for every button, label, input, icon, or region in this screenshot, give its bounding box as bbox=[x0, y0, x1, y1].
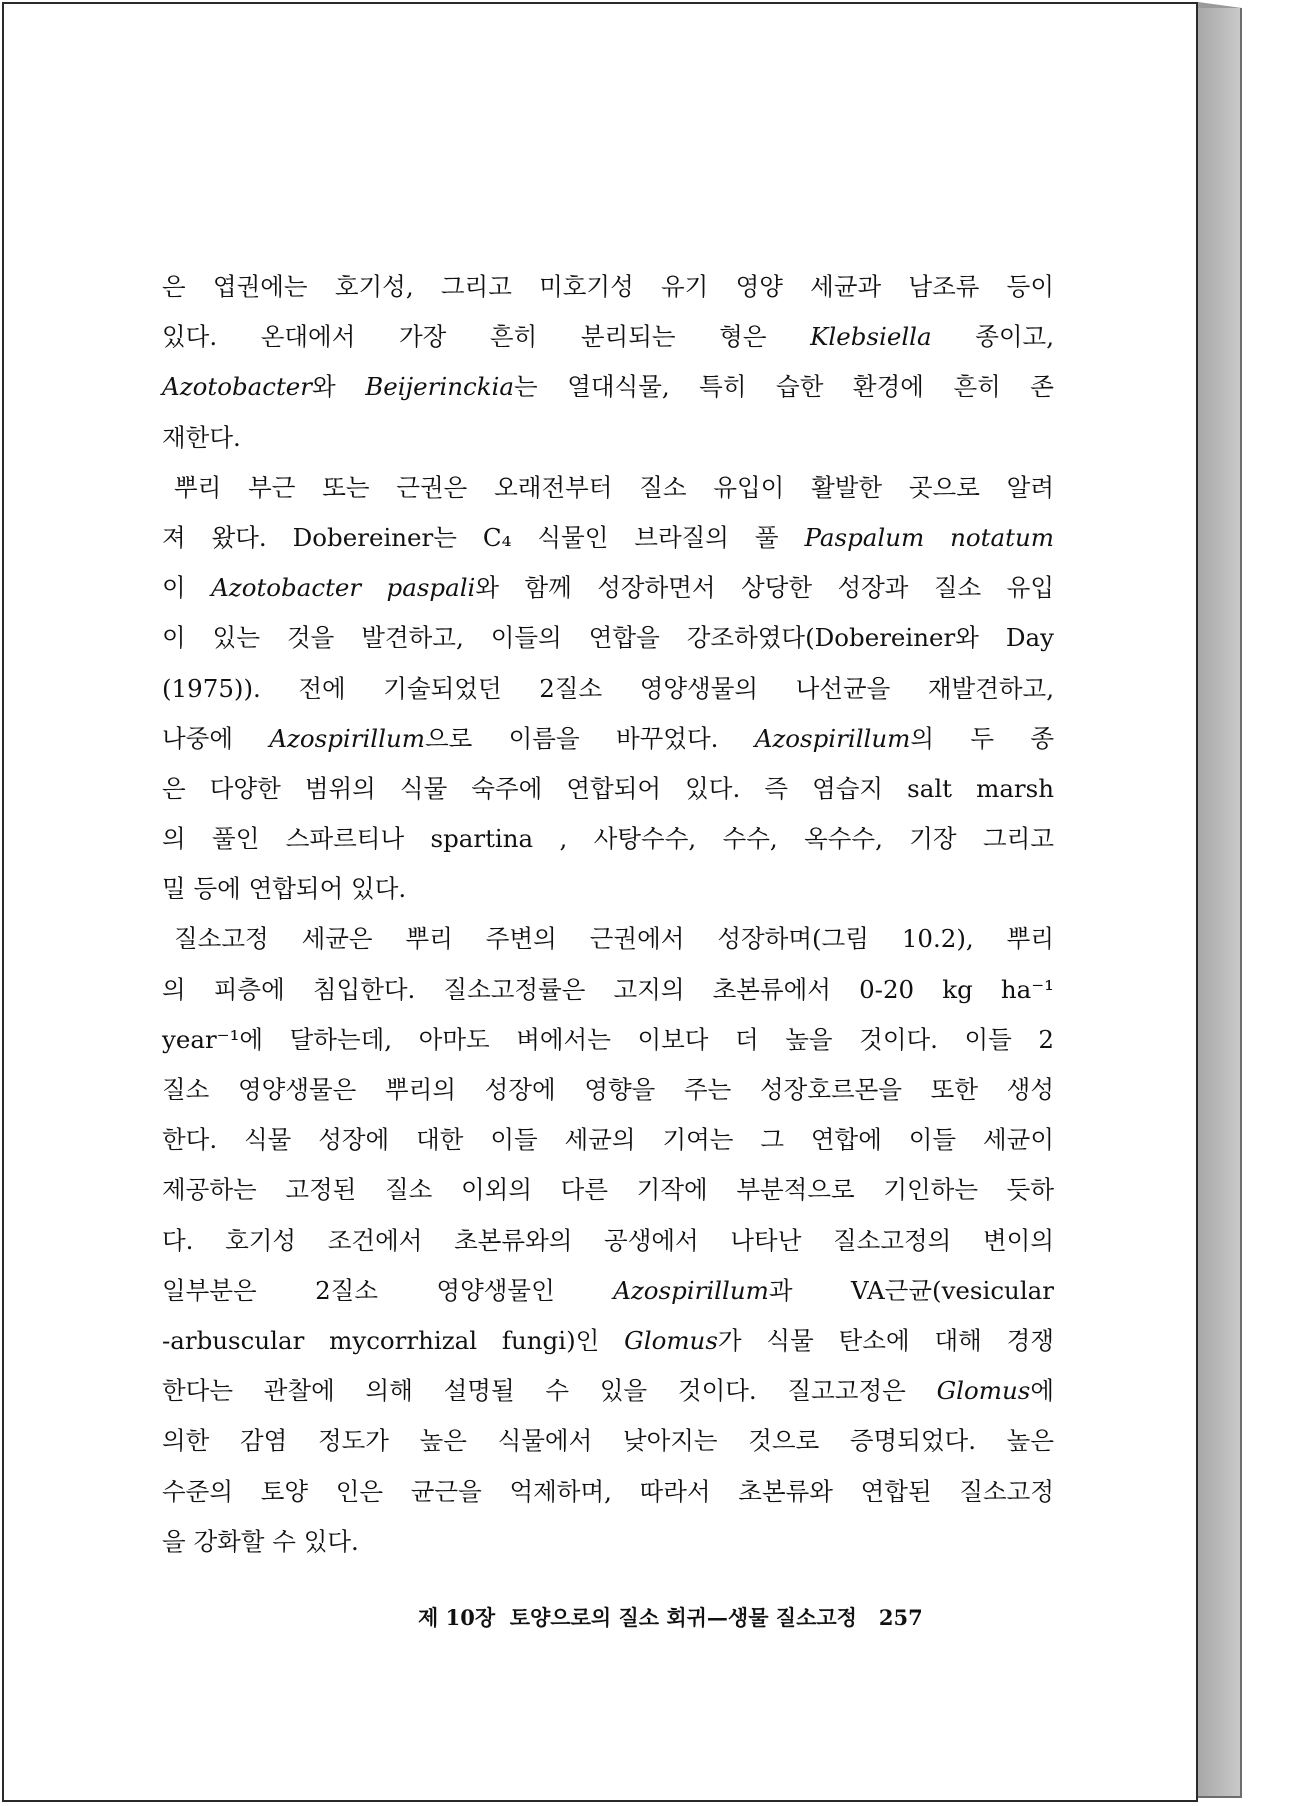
text-line bbox=[162, 362, 1054, 412]
text-run: 을 강화할 수 있다. bbox=[162, 1526, 359, 1556]
text-run: 이 있는 것을 발견하고, 이들의 연합을 강조하였다(Dobereiner와 Day bbox=[162, 623, 1054, 653]
italic-term: Azospirillum bbox=[754, 723, 911, 753]
text-run: 종이고, bbox=[931, 322, 1055, 352]
text-line bbox=[162, 1065, 1054, 1115]
text-line bbox=[162, 1115, 1054, 1165]
text-run: 있다. 온대에서 가장 흔히 분리되는 형은 bbox=[162, 322, 811, 352]
text-line bbox=[162, 864, 1054, 914]
text-run: 제공하는 고정된 질소 이외의 다른 기작에 부분적으로 기인하는 듯하 bbox=[162, 1175, 1054, 1205]
italic-term: Klebsiella bbox=[810, 322, 932, 352]
text-line bbox=[162, 714, 1054, 764]
text-run: 와 bbox=[312, 372, 366, 402]
text-run: year⁻¹에 달하는데, 아마도 벼에서는 이보다 더 높을 것이다. 이들 2 bbox=[162, 1024, 1054, 1054]
text-line bbox=[162, 764, 1054, 814]
text-run: 의 두 종 bbox=[910, 723, 1054, 753]
page-number: 257 bbox=[878, 1605, 923, 1630]
body-text bbox=[162, 262, 1054, 1567]
paragraph bbox=[162, 463, 1054, 915]
text-line bbox=[162, 1366, 1054, 1416]
text-run: 은 다양한 범위의 식물 숙주에 연합되어 있다. 즉 염습지 salt marsh bbox=[162, 773, 1054, 803]
running-head: 제 10장 토양으로의 질소 회귀—생물 질소고정 bbox=[418, 1605, 857, 1630]
text-line bbox=[162, 1467, 1054, 1517]
text-run: -arbuscular mycorrhizal fungi)인 bbox=[162, 1325, 625, 1355]
text-run: 와 함께 성장하면서 상당한 성장과 질소 유입 bbox=[475, 573, 1054, 603]
text-run: 에 bbox=[1030, 1376, 1054, 1406]
text-line bbox=[162, 664, 1054, 714]
text-line bbox=[162, 1316, 1054, 1366]
text-run: 질소고정 세균은 뿌리 주변의 근권에서 성장하며(그림 10.2), 뿌리 bbox=[174, 924, 1054, 954]
text-run: 뿌리 부근 또는 근권은 오래전부터 질소 유입이 활발한 곳으로 알려 bbox=[174, 472, 1054, 502]
italic-term: Azotobacter bbox=[162, 372, 313, 402]
text-run: 질소 영양생물은 뿌리의 성장에 영향을 주는 성장호르몬을 또한 생성 bbox=[162, 1075, 1054, 1104]
text-line bbox=[162, 1216, 1054, 1266]
text-line bbox=[162, 463, 1054, 513]
text-run: 는 열대식물, 특히 습한 환경에 흔히 존 bbox=[514, 372, 1054, 402]
text-run: 가 식물 탄소에 대해 경쟁 bbox=[717, 1325, 1054, 1355]
paragraph bbox=[162, 914, 1054, 1566]
text-line bbox=[162, 814, 1054, 864]
text-line bbox=[162, 413, 1054, 463]
text-line bbox=[162, 312, 1054, 362]
text-run: 재한다. bbox=[162, 422, 241, 452]
text-line bbox=[162, 513, 1054, 563]
text-line bbox=[162, 1165, 1054, 1215]
text-line bbox=[162, 613, 1054, 663]
text-run: 으로 이름을 바꾸었다. bbox=[425, 723, 755, 753]
text-run: 의한 감염 정도가 높은 식물에서 낮아지는 것으로 증명되었다. 높은 bbox=[162, 1426, 1054, 1456]
italic-term: Beijerinckia bbox=[365, 372, 514, 402]
text-run: 한다는 관찰에 의해 설명될 수 있을 것이다. 질고고정은 bbox=[162, 1376, 937, 1406]
italic-term: Glomus bbox=[624, 1325, 718, 1355]
text-line bbox=[162, 563, 1054, 613]
text-run: 나중에 bbox=[162, 723, 270, 753]
italic-term: Paspalum notatum bbox=[804, 522, 1054, 552]
text-run: 은 엽권에는 호기성, 그리고 미호기성 유기 영양 세균과 남조류 등이 bbox=[162, 272, 1054, 301]
italic-term: Azospirillum bbox=[613, 1275, 769, 1305]
text-run: 과 VA근균(vesicular bbox=[768, 1275, 1054, 1305]
text-run: 한다. 식물 성장에 대한 이들 세균의 기여는 그 연합에 이들 세균이 bbox=[162, 1125, 1054, 1155]
text-run: 이 bbox=[162, 573, 212, 603]
text-line bbox=[162, 1015, 1054, 1065]
text-run: 의 풀인 스파르티나 spartina , 사탕수수, 수수, 옥수수, 기장 그리고 bbox=[162, 824, 1054, 854]
text-line bbox=[162, 262, 1054, 312]
text-line bbox=[162, 1517, 1054, 1567]
text-run: 의 피층에 침입한다. 질소고정률은 고지의 초본류에서 0-20 kg ha⁻¹ bbox=[162, 974, 1054, 1004]
text-run: 수준의 토양 인은 균근을 억제하며, 따라서 초본류와 연합된 질소고정 bbox=[162, 1476, 1054, 1506]
text-run: 밀 등에 연합되어 있다. bbox=[162, 874, 407, 904]
text-line bbox=[162, 965, 1054, 1015]
text-line bbox=[162, 914, 1054, 964]
text-line bbox=[162, 1266, 1054, 1316]
italic-term: Azotobacter paspali bbox=[211, 573, 476, 603]
text-run: 져 왔다. Dobereiner는 C₄ 식물인 브라질의 풀 bbox=[162, 522, 805, 552]
italic-term: Azospirillum bbox=[269, 723, 425, 753]
text-run: 다. 호기성 조건에서 초본류와의 공생에서 나타난 질소고정의 변이의 bbox=[162, 1225, 1054, 1255]
book-spine bbox=[1198, 8, 1242, 1798]
paragraph bbox=[162, 262, 1054, 463]
italic-term: Glomus bbox=[936, 1376, 1031, 1406]
running-footer bbox=[418, 1602, 1018, 1632]
text-run: (1975)). 전에 기술되었던 2질소 영양생물의 나선균을 재발견하고, bbox=[162, 673, 1054, 703]
text-run: 일부분은 2질소 영양생물인 bbox=[162, 1275, 614, 1305]
text-line bbox=[162, 1416, 1054, 1466]
